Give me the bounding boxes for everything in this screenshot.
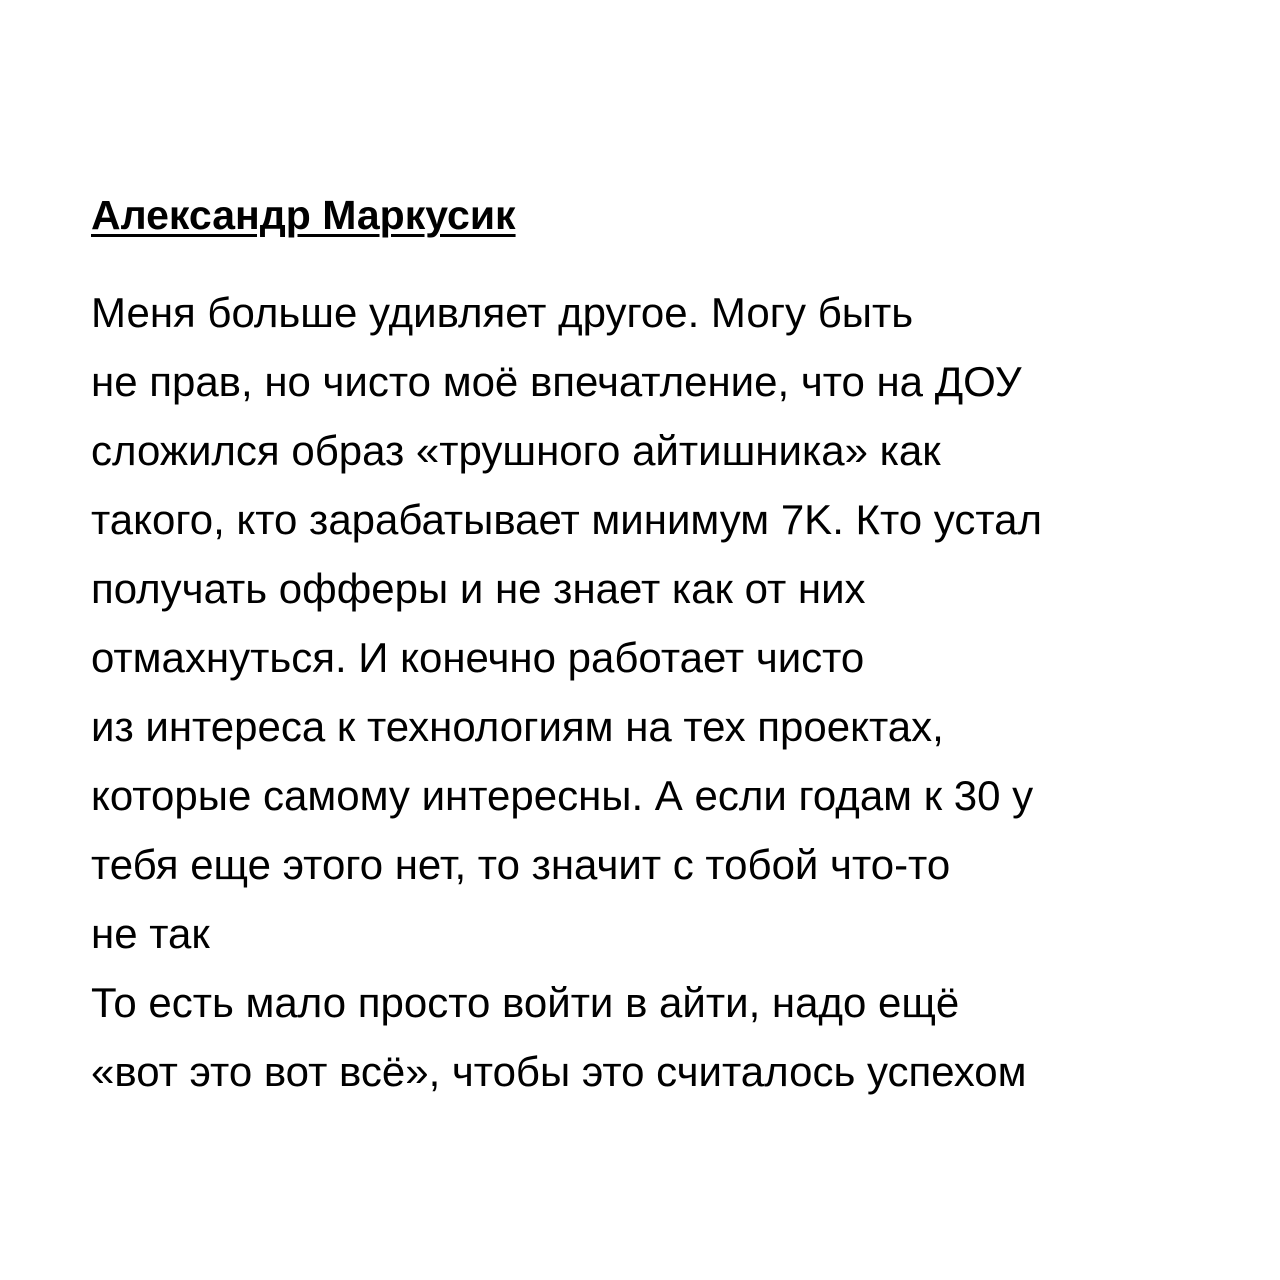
quote-line: не так	[91, 910, 210, 957]
quote-line: которые самому интересны. А если годам к 30 у	[91, 772, 1034, 819]
quote-line: не прав, но чисто моё впечатление, что на ДОУ	[91, 358, 1022, 405]
quote-body	[91, 278, 1042, 1106]
quote-line: отмахнуться. И конечно работает чисто	[91, 634, 865, 681]
quote-line: То есть мало просто войти в айти, надо ещё	[91, 979, 960, 1026]
author-name: Александр Маркусик	[91, 192, 516, 238]
quote-line: «вот это вот всё», чтобы это считалось успехом	[91, 1048, 1027, 1095]
quote-line: из интереса к технологиям на тех проектах,	[91, 703, 944, 750]
quote-line: сложился образ «трушного айтишника» как	[91, 427, 941, 474]
quote-line: тебя еще этого нет, то значит с тобой что-то	[91, 841, 951, 888]
quote-line: получать офферы и не знает как от них	[91, 565, 866, 612]
quote-line: такого, кто зарабатывает минимум 7K. Кто устал	[91, 496, 1042, 543]
quote-line: Меня больше удивляет другое. Могу быть	[91, 289, 914, 336]
